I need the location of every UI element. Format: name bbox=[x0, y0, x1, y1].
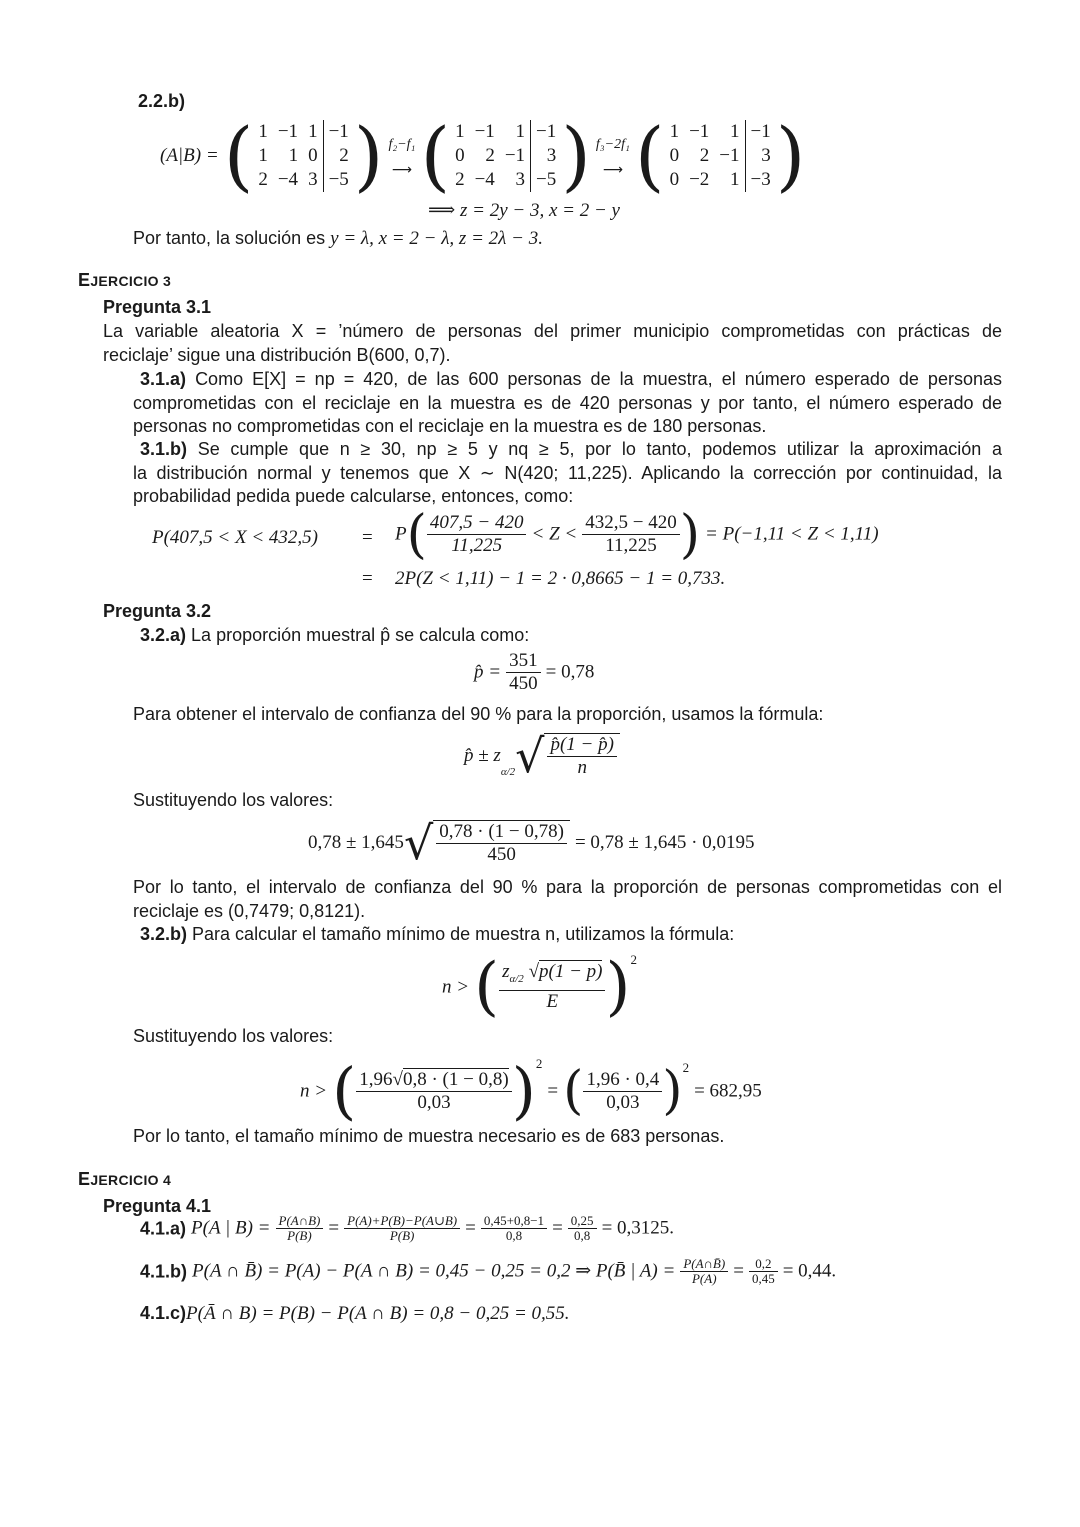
matrix-1-cell-0-3: −1 bbox=[323, 120, 354, 144]
q41a-line: 4.1.a) P(A | B) = $\frac{P(A\cap B)}{P(B)}$ = $\frac{P(A)+P(B)-P(A\cup B)}{P(B)}$ = $\frac{0,45+0,8-1}{0,8}$ = $\frac{0,25}{0,8}$ = 0,3125. bbox=[140, 1213, 675, 1243]
matrix-1-cell-0-1: −1 bbox=[277, 121, 299, 142]
matrix-1 bbox=[253, 120, 353, 192]
n-result: Por lo tanto, el tamaño mínimo de muestra necesario es de 683 personas. bbox=[133, 1126, 725, 1146]
matrix-3-cell-0-3: −1 bbox=[745, 120, 776, 144]
matrix-1-cell-1-1: 1 bbox=[288, 145, 299, 166]
matrix-3-cell-0-2: 1 bbox=[730, 121, 740, 142]
matrix-2-cell-2-2: 3 bbox=[515, 169, 526, 190]
n-substitution: n > ( $\frac{1,96√0,8 \cdot (1 - 0,8)}{0,03}$ )$^2$ = ( $\frac{1,96 \cdot 0,4}{0,03}$ )$^2$ = 682,95 bbox=[300, 1054, 762, 1128]
matrix-3-cell-1-1: 2 bbox=[699, 145, 710, 166]
q31b-line-3: probabilidad pedida puede calcularse, entonces, como: bbox=[133, 486, 574, 506]
matrix-1-cell-0-2: 1 bbox=[308, 121, 318, 142]
q32b-line: 3.2.b) Para calcular el tamaño mínimo de muestra n, utilizamos la fórmula: bbox=[140, 924, 735, 944]
q31b-line-2: la distribución normal y tenemos que X ∼ N(420; 11,225). Aplicando la corrección por continuidad, la bbox=[133, 463, 1002, 483]
eq1-rhs: P( $\frac{407,5 - 420}{11,225}$ < Z < $\frac{432,5 - 420}{11,225}$ ) = P(−1,11 < Z < 1,11) bbox=[395, 504, 879, 565]
eq2-equals: = bbox=[362, 568, 373, 589]
matrix-3-cell-2-3: −3 bbox=[745, 168, 776, 192]
q31a-line-1: 3.1.a) Como E[X] = np = 420, de las 600 personas de la muestra, el número esperado de personas bbox=[140, 369, 1002, 389]
matrix-2-cell-1-2: −1 bbox=[504, 145, 526, 166]
matrix-2-cell-2-0: 2 bbox=[455, 169, 465, 190]
exercise-4-title: EJERCICIO 4 bbox=[78, 1169, 172, 1189]
exercise-3-title: EJERCICIO 3 bbox=[78, 270, 172, 290]
q31a-line-2: comprometidas con el reciclaje en la muestra es de 420 personas y por tanto, el número esperado de bbox=[133, 393, 1002, 413]
matrix-3-cell-2-1: −2 bbox=[689, 169, 710, 190]
q41c-line: 4.1.c)P(Ā ∩ B) = P(B) − P(A ∩ B) = 0,8 − 0,25 = 0,55. bbox=[140, 1303, 570, 1324]
matrix-2-cell-1-0: 0 bbox=[455, 145, 465, 166]
matrix-1-cell-1-2: 0 bbox=[308, 145, 318, 166]
matrix-1-cell-2-2: 3 bbox=[308, 169, 318, 190]
eq1-equals: = bbox=[362, 527, 373, 548]
matrix-2-cell-0-0: 1 bbox=[455, 121, 465, 142]
substitution-label-1: Sustituyendo los valores: bbox=[133, 790, 334, 810]
matrix-3-cell-2-0: 0 bbox=[669, 169, 680, 190]
matrix-2 bbox=[450, 120, 561, 192]
eq1-lhs: P(407,5 < X < 432,5) bbox=[152, 527, 319, 548]
q41b-line: 4.1.b) P(A ∩ B̄) = P(A) − P(A ∩ B) = 0,45 − 0,25 = 0,2 ⇒ P(B̄ | A) = $\frac{P(A\cap B̄)}{P(A)}$ = $\frac{0,2}{0,45}$ = 0,44. bbox=[140, 1256, 837, 1286]
matrix-1-cell-1-3: 2 bbox=[323, 144, 354, 168]
implication-line: ⟹ z = 2y − 3, x = 2 − y bbox=[428, 200, 620, 221]
ic-result-line-1: Por lo tanto, el intervalo de confianza del 90 % para la proporción de personas comprometidas con el bbox=[133, 877, 1002, 897]
matrix-1-cell-0-0: 1 bbox=[258, 121, 268, 142]
matrix-3-cell-1-3: 3 bbox=[745, 144, 776, 168]
q31-intro-line-1: La variable aleatoria X = ’número de personas del primer municipio comprometidas con prácticas de bbox=[103, 321, 1002, 341]
substitution-label-2: Sustituyendo los valores: bbox=[133, 1026, 334, 1046]
matrix-1-cell-2-0: 2 bbox=[258, 169, 268, 190]
matrix-2-cell-2-3: −5 bbox=[531, 168, 562, 192]
question-4-1-title: Pregunta 4.1 bbox=[103, 1196, 212, 1216]
q32a-line: 3.2.a) La proporción muestral p̂ se calcula como: bbox=[140, 625, 530, 645]
phat-equation: p̂ = $\frac{351}{450}$ = 0,78 bbox=[474, 650, 595, 694]
row-op-2: f₃−2f₁ ⟶ bbox=[595, 137, 630, 177]
ic-formula: p̂ ± $z_{\alpha/2}√$ $\frac{p̂(1 - p̂)}{n}$ bbox=[464, 733, 620, 785]
section-label-2-2-b: 2.2.b) bbox=[138, 91, 186, 111]
matrix-3-cell-1-2: −1 bbox=[719, 145, 740, 166]
matrix-3-cell-0-0: 1 bbox=[669, 121, 680, 142]
ic-substitution: 0,78 ± 1,645√ $\frac{0,78 \cdot (1 - 0,78)}{450}$ = 0,78 ± 1,645 · 0,0195 bbox=[308, 816, 755, 870]
augmented-matrix-equation: (A|B) = ( 1 −1 1 −1 1 1 0 2 2 −4 3 −5 ) f₂−f₁ ⟶ ( 1 −1 1 −1 0 2 −1 3 2 −4 3 −5 ) f₃−2f₁ ⟶ ( 1 −1 1 −1 0 2 −1 3 0 −2 1 −3 ) bbox=[160, 111, 806, 200]
matrix-2-cell-0-3: −1 bbox=[531, 120, 562, 144]
n-formula: n > ( $\frac{z_{\alpha/2} √p(1 - p)}{E}$ )$^2$ bbox=[442, 950, 637, 1025]
solution-math: y = λ, x = 2 − λ, z = 2λ − 3. bbox=[330, 228, 543, 249]
matrix-1-cell-2-1: −4 bbox=[277, 169, 299, 190]
q31a-line-3: personas no comprometidas con el reciclaje en la muestra es de 180 personas. bbox=[133, 416, 767, 436]
ic-result-line-2: reciclaje es (0,7479; 0,8121). bbox=[133, 901, 366, 921]
question-3-2-title: Pregunta 3.2 bbox=[103, 601, 212, 621]
question-3-1-title: Pregunta 3.1 bbox=[103, 297, 212, 317]
solution-text: Por tanto, la solución es bbox=[133, 228, 326, 248]
matrix-2-cell-0-1: −1 bbox=[474, 121, 495, 142]
row-op-1: f₂−f₁ ⟶ bbox=[388, 137, 416, 177]
q31b-line-1: 3.1.b) Se cumple que n ≥ 30, np ≥ 5 y nq ≥ 5, por lo tanto, podemos utilizar la aproximación a bbox=[140, 439, 1002, 459]
matrix-2-cell-1-1: 2 bbox=[485, 145, 495, 166]
matrix-3-cell-0-1: −1 bbox=[689, 121, 710, 142]
matrix-1-cell-2-3: −5 bbox=[323, 168, 354, 192]
matrix-3-cell-2-2: 1 bbox=[730, 169, 740, 190]
matrix-3-cell-1-0: 0 bbox=[669, 145, 680, 166]
q31-intro-line-2: reciclaje’ sigue una distribución B(600, 0,7). bbox=[103, 345, 451, 365]
matrix-2-cell-0-2: 1 bbox=[515, 121, 526, 142]
eq2-rhs: 2P(Z < 1,11) − 1 = 2 · 0,8665 − 1 = 0,733. bbox=[395, 568, 726, 589]
solution-line bbox=[133, 226, 543, 251]
matrix-2-cell-2-1: −4 bbox=[474, 169, 495, 190]
matrix-1-cell-1-0: 1 bbox=[258, 145, 268, 166]
matrix-3 bbox=[665, 120, 776, 192]
matrix-lhs: (A|B) = bbox=[160, 145, 219, 166]
ic-intro: Para obtener el intervalo de confianza del 90 % para la proporción, usamos la fórmula: bbox=[133, 704, 824, 724]
matrix-2-cell-1-3: 3 bbox=[531, 144, 562, 168]
